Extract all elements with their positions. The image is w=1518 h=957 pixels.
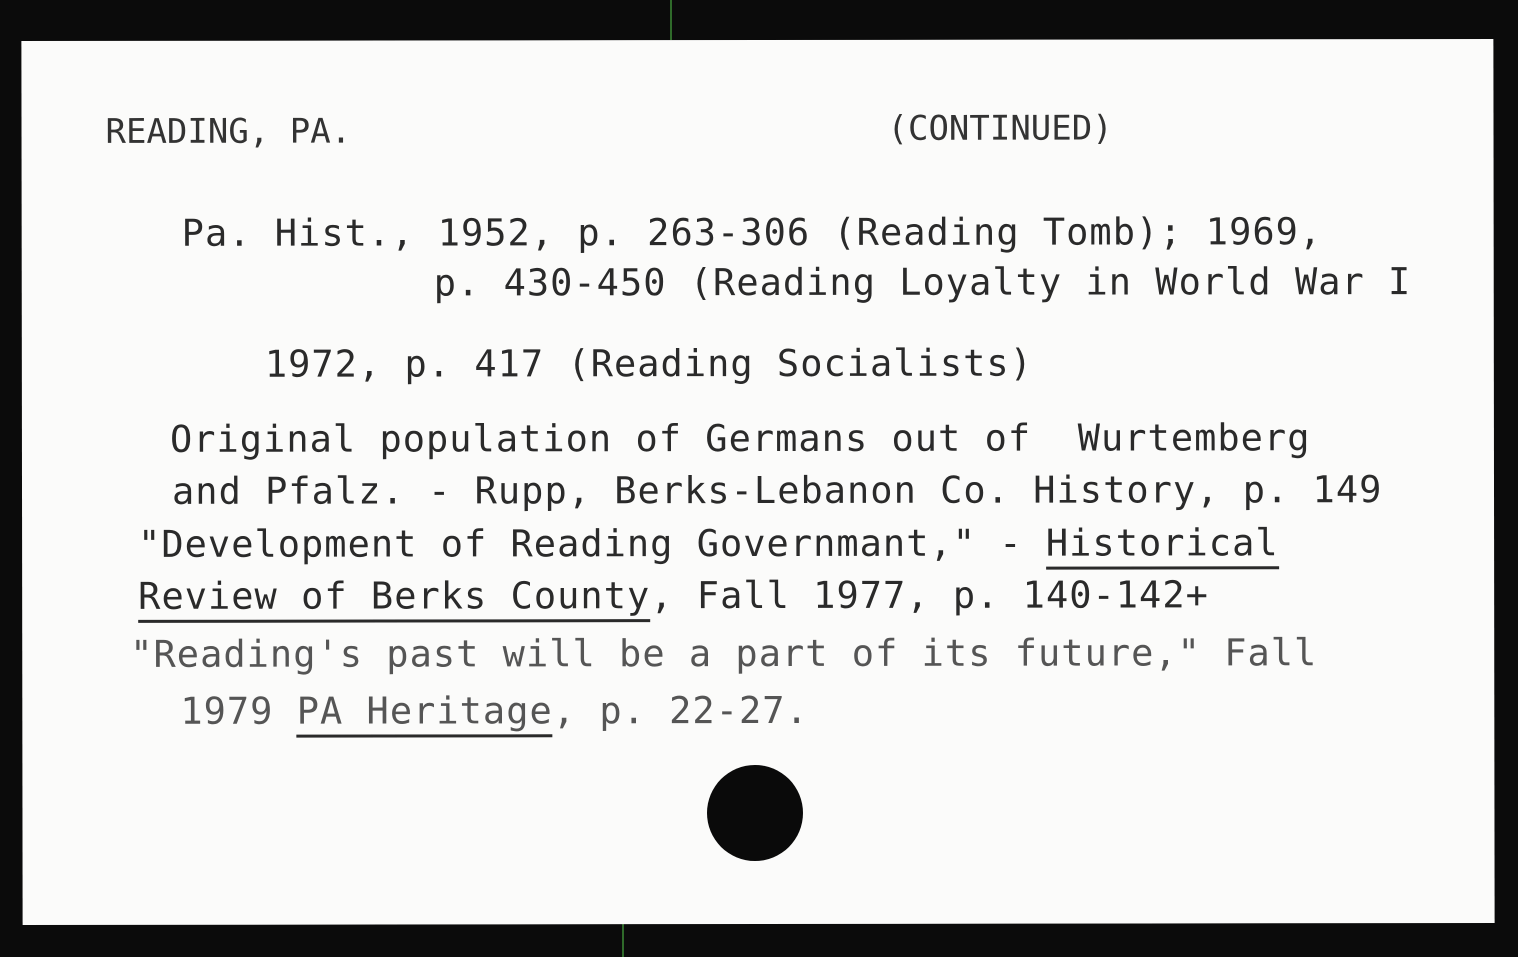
entry-rupp-history: and Pfalz. - Rupp, Berks-Lebanon Co. History, p. 149 [171,468,1383,513]
entry-development-of-reading [138,521,1279,566]
historical-review-title-part1: Historical [1046,521,1279,569]
entry-original-population: Original population of Germans out of Wurtemberg [169,416,1311,461]
heritage-year: 1979 [180,689,297,733]
heritage-pages: , p. 22-27. [552,688,809,733]
entry-reading-socialists: 1972, p. 417 (Reading Socialists) [264,341,1033,386]
entry-readings-past: "Reading's past will be a part of its future," Fall [130,631,1318,676]
entry-pa-hist: Pa. Hist., 1952, p. 263-306 (Reading Tomb); 1969, [181,210,1323,255]
development-details: , Fall 1977, p. 140-142+ [650,573,1209,618]
card-heading: READING, PA. [105,111,352,152]
pa-heritage-title: PA Heritage [297,689,553,737]
entry-pa-heritage [180,688,809,733]
green-edge-mark-top [670,0,672,40]
entry-pa-hist-continued: p. 430-450 (Reading Loyalty in World War I [433,260,1412,305]
historical-review-title-part2: Review of Berks County [138,574,650,623]
development-title: "Development of Reading Governmant," - [138,521,1046,566]
entry-development-details [138,573,1209,618]
green-edge-mark-bottom [622,924,624,957]
continued-label: (CONTINUED) [887,108,1113,149]
punch-hole [707,765,803,861]
